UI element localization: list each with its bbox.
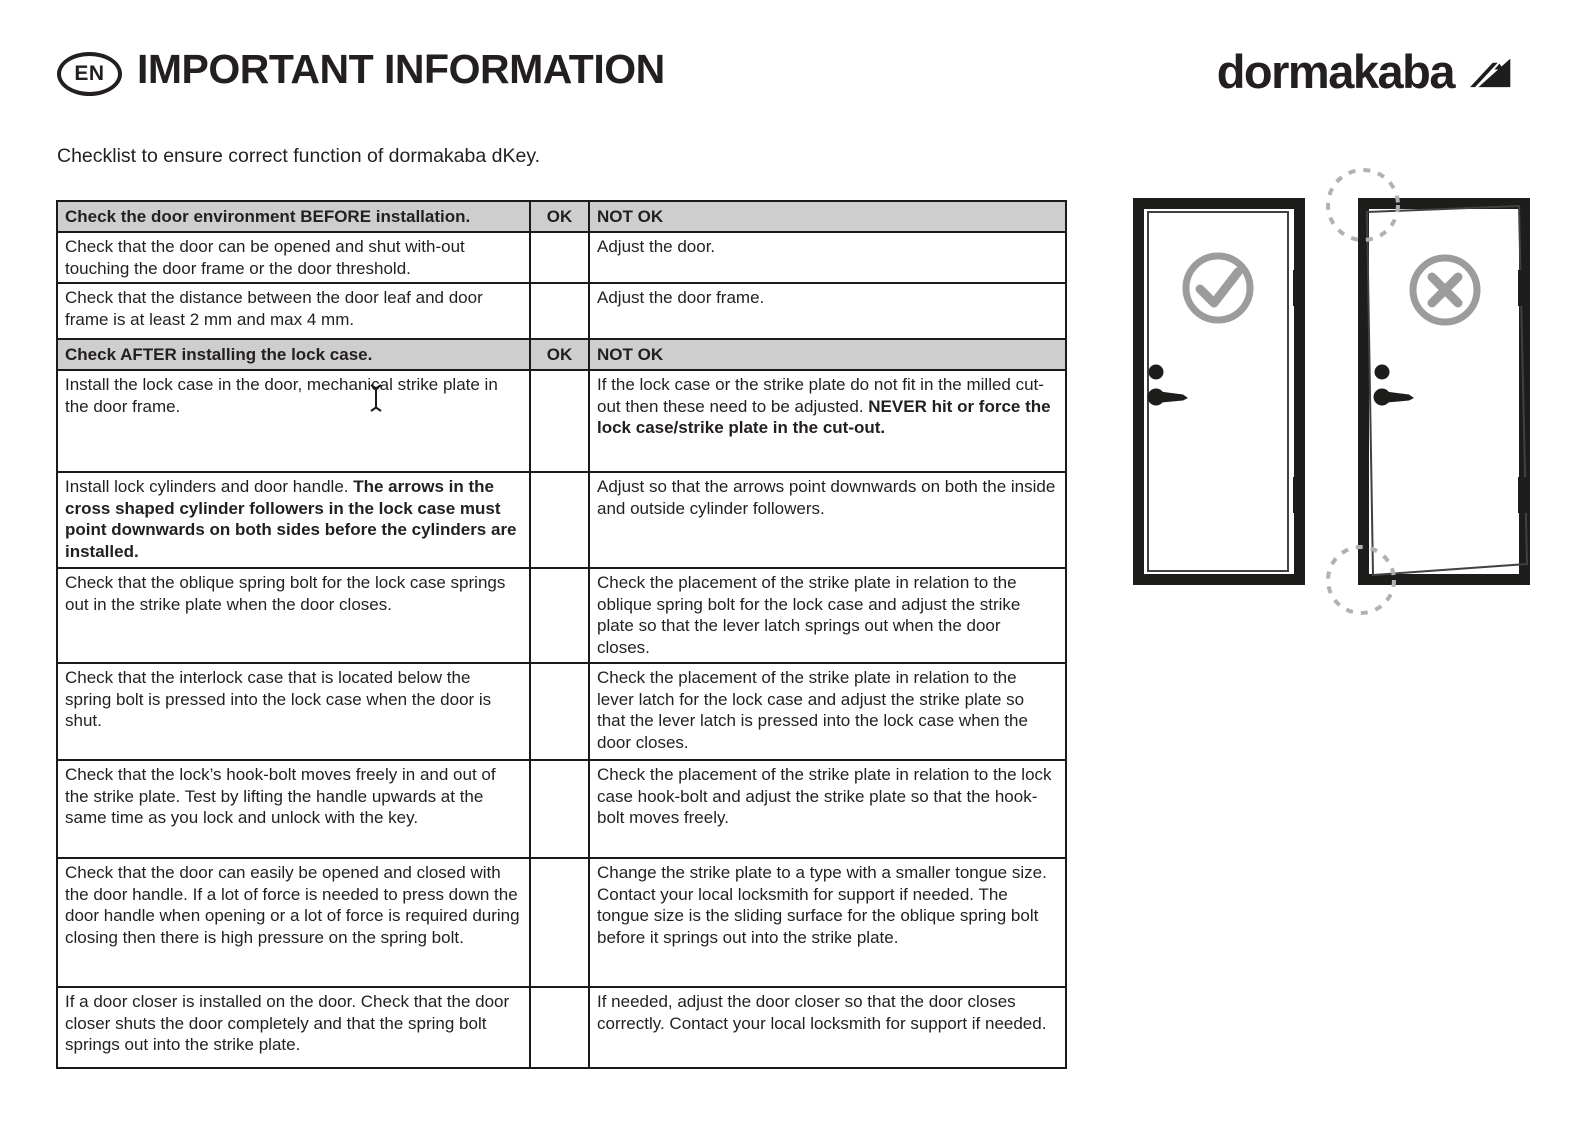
column-header-ok: OK bbox=[530, 339, 589, 370]
check-cell: Check that the door can easily be opened and closed with the door handle. If a lot of force is needed to press down the door handle when opening or a lot of force is required during closing then there is high pressure on the spring bolt. bbox=[57, 858, 530, 987]
lock-cylinder-dot bbox=[1149, 365, 1164, 380]
checklist-table bbox=[56, 200, 1067, 1069]
not-ok-cell: Check the placement of the strike plate in relation to the lock case hook-bolt and adjust the strike plate so that the hook-bolt moves freely. bbox=[589, 760, 1066, 858]
check-cell: If a door closer is installed on the door. Check that the door closer shuts the door completely and that the spring bolt springs out into the strike plate. bbox=[57, 987, 530, 1068]
table-row bbox=[57, 568, 1066, 663]
hinge-icon bbox=[1518, 477, 1530, 513]
text-cursor-icon bbox=[367, 383, 385, 413]
table-row bbox=[57, 370, 1066, 472]
table-row bbox=[57, 858, 1066, 987]
intro-text: Checklist to ensure correct function of dormakaba dKey. bbox=[57, 145, 541, 167]
ok-cell bbox=[530, 568, 589, 663]
section-header-label: Check AFTER installing the lock case. bbox=[57, 339, 530, 370]
table-row bbox=[57, 663, 1066, 760]
lock-cylinder-dot bbox=[1375, 365, 1390, 380]
table-row bbox=[57, 283, 1066, 339]
check-cell: Check that the interlock case that is located below the spring bolt is pressed into the lock case when the door is shut. bbox=[57, 663, 530, 760]
section-header-row bbox=[57, 339, 1066, 370]
check-cell: Check that the lock’s hook-bolt moves freely in and out of the strike plate. Test by lifting the handle upwards at the same time as you lock and unlock with the key. bbox=[57, 760, 530, 858]
language-badge: EN bbox=[57, 52, 122, 96]
hinge-icon bbox=[1518, 270, 1530, 306]
column-header-ok: OK bbox=[530, 201, 589, 232]
ok-cell bbox=[530, 663, 589, 760]
column-header-not-ok: NOT OK bbox=[589, 201, 1066, 232]
not-ok-cell: If needed, adjust the door closer so that the door closes correctly. Contact your local locksmith for support if needed. bbox=[589, 987, 1066, 1068]
not-ok-cell: Check the placement of the strike plate in relation to the lever latch for the lock case and adjust the strike plate so that the lever latch is pressed into the lock case when the door closes. bbox=[589, 663, 1066, 760]
door-illustrations bbox=[1090, 140, 1560, 620]
not-ok-cell: Change the strike plate to a type with a smaller tongue size. Contact your local locksmith for support if needed. The tongue size is the sliding surface for the oblique spring bolt before it springs out into the strike plate. bbox=[589, 858, 1066, 987]
check-cell: Check that the oblique spring bolt for the lock case springs out in the strike plate when the door closes. bbox=[57, 568, 530, 663]
brand-logo-text: dormakaba bbox=[1216, 45, 1454, 98]
check-cell: Install lock cylinders and door handle. The arrows in the cross shaped cylinder followers in the lock case must point downwards on both sides before the cylinders are installed. bbox=[57, 472, 530, 568]
brand-logo-icon bbox=[1460, 51, 1512, 93]
door-frame bbox=[1139, 204, 1300, 580]
hinge-icon bbox=[1293, 270, 1305, 306]
ok-cell bbox=[530, 858, 589, 987]
ok-cell bbox=[530, 760, 589, 858]
check-cell: Install the lock case in the door, mechanical strike plate in the door frame. bbox=[57, 370, 530, 472]
not-ok-cell: If the lock case or the strike plate do not fit in the milled cut-out then these need to be adjusted. NEVER hit or force the lock case/strike plate in the cut-out. bbox=[589, 370, 1066, 472]
ok-cell bbox=[530, 370, 589, 472]
section-header-row bbox=[57, 201, 1066, 232]
table-row bbox=[57, 232, 1066, 283]
check-cell: Check that the distance between the door leaf and door frame is at least 2 mm and max 4 mm. bbox=[57, 283, 530, 339]
section-header-label: Check the door environment BEFORE installation. bbox=[57, 201, 530, 232]
table-row bbox=[57, 472, 1066, 568]
column-header-not-ok: NOT OK bbox=[589, 339, 1066, 370]
table-row bbox=[57, 760, 1066, 858]
hinge-icon bbox=[1293, 477, 1305, 513]
brand-logo bbox=[1216, 45, 1512, 98]
door-not-ok-illustration bbox=[1364, 204, 1531, 580]
check-cell: Check that the door can be opened and shut with-out touching the door frame or the door threshold. bbox=[57, 232, 530, 283]
table-row bbox=[57, 987, 1066, 1068]
not-ok-cell: Check the placement of the strike plate in relation to the oblique spring bolt for the lock case and adjust the strike plate so that the lever latch springs out when the door closes. bbox=[589, 568, 1066, 663]
door-ok-illustration bbox=[1139, 204, 1306, 580]
page-title: IMPORTANT INFORMATION bbox=[137, 46, 665, 92]
not-ok-cell: Adjust the door frame. bbox=[589, 283, 1066, 339]
not-ok-cell: Adjust so that the arrows point downwards on both the inside and outside cylinder followers. bbox=[589, 472, 1066, 568]
ok-cell bbox=[530, 472, 589, 568]
not-ok-cell: Adjust the door. bbox=[589, 232, 1066, 283]
ok-cell bbox=[530, 987, 589, 1068]
ok-cell bbox=[530, 283, 589, 339]
ok-cell bbox=[530, 232, 589, 283]
